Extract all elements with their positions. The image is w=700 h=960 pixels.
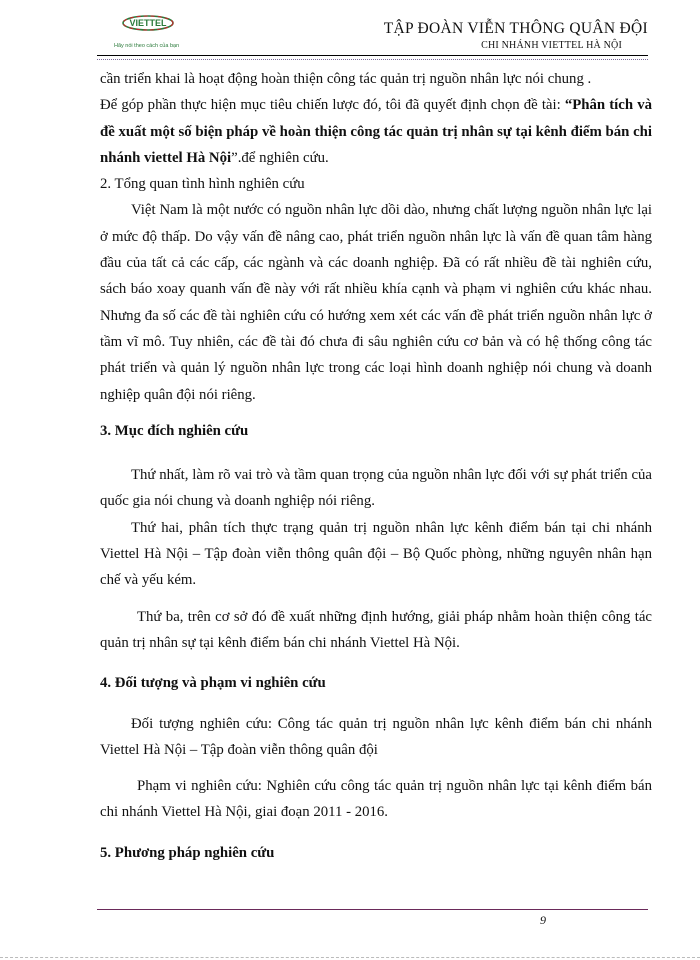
intro-text: Để góp phần thực hiện mục tiêu chiến lược đó, tôi đã quyết định chọn đề tài: [100, 97, 565, 114]
section-5-heading: 5. Phương pháp nghiên cứu [100, 844, 275, 861]
header-title: TẬP ĐOÀN VIỄN THÔNG QUÂN ĐỘI [383, 20, 648, 37]
page-header [0, 0, 700, 62]
logo-tagline: Hãy nói theo cách của bạn [114, 43, 180, 49]
section-3-heading: 3. Mục đích nghiên cứu [100, 422, 249, 439]
topic-tail: ”.để nghiên cứu. [231, 149, 329, 166]
document-body [100, 66, 652, 866]
header-rule [97, 55, 648, 56]
footer-rule [97, 909, 648, 910]
section-2-paragraph: Việt Nam là một nước có nguồn nhân lực dồi dào, nhưng chất lượng nguồn nhân lực lại ở mức độ thấp. Do vậy vấn đề nâng cao, phát triển nguồn nhân lực là vấn đề quan tâm hàng đầu của tất cả các cấp, các ngành và các doanh nghiệp. Đã có rất nhiều đề tài nghiên cứu, sách báo xoay quanh vấn đề này với rất nhiều khía cạnh và phạm vi nghiên cứu khác nhau. Nhưng đa số các đề tài nghiên cứu có hướng xem xét các vấn đề phát triển nguồn nhân lực ở tầm vĩ mô. Tuy nhiên, các đề tài đó chưa đi sâu nghiên cứu cơ bản và có hệ thống công tác phát triển và quản lý nguồn nhân lực trong các loại hình doanh nghiệp nói chung và doanh nghiệp quân đội nói riêng. [100, 202, 652, 403]
header-dotted-rule [97, 59, 648, 60]
section-2-heading: 2. Tổng quan tình hình nghiên cứu [100, 176, 305, 193]
header-subtitle: CHI NHÁNH VIETTEL HÀ NỘI [481, 40, 622, 51]
page-number: 9 [540, 913, 546, 927]
section-3-paragraph-3: Thứ ba, trên cơ sở đó đề xuất những định hướng, giải pháp nhằm hoàn thiện công tác quản trị nhân sự tại kênh điểm bán chi nhánh Viettel Hà Nội. [100, 608, 652, 651]
intro-line: cần triển khai là hoạt động hoàn thiện công tác quản trị nguồn nhân lực nói chung . [100, 71, 592, 87]
logo-text: VIETTEL [129, 18, 167, 28]
viettel-logo [110, 14, 190, 58]
section-4-paragraph-2: Phạm vi nghiên cứu: Nghiên cứu công tác quản trị nguồn nhân lực tại kênh điểm bán chi nhánh Viettel Hà Nội, giai đoạn 2011 - 2016. [100, 778, 652, 821]
section-4-paragraph-1: Đối tượng nghiên cứu: Công tác quản trị nguồn nhân lực kênh điểm bán chi nhánh Viettel Hà Nội – Tập đoàn viễn thông quân đội [100, 715, 652, 758]
section-3-paragraph-1: Thứ nhất, làm rõ vai trò và tầm quan trọng của nguồn nhân lực đối với sự phát triển của quốc gia nói chung và doanh nghiệp nói riêng. [100, 467, 652, 510]
section-3-paragraph-2: Thứ hai, phân tích thực trạng quản trị nguồn nhân lực kênh điểm bán tại chi nhánh Viettel Hà Nội – Tập đoàn viễn thông quân đội – Bộ Quốc phòng, những nguyên nhân hạn chế và yếu kém. [100, 519, 652, 589]
intro-paragraph [100, 92, 652, 171]
page-edge [0, 957, 700, 958]
section-4-heading: 4. Đối tượng và phạm vi nghiên cứu [100, 675, 326, 692]
topic-title: “Phân tích và đề xuất một số biện pháp về hoàn thiện công tác quản trị nhân sự tại kênh điểm bán chi nhánh viettel Hà Nội [100, 97, 652, 166]
